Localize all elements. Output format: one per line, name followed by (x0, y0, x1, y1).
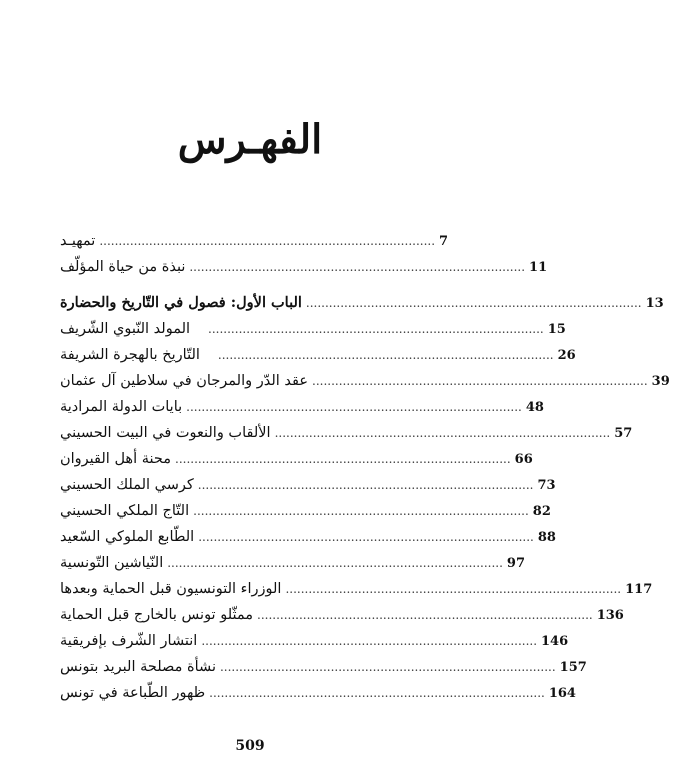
toc-entry-title: نبذة من حياة المؤلّف (60, 259, 186, 275)
toc-entry-page: 73 (537, 478, 556, 493)
toc-entry (60, 578, 653, 600)
toc-entry (60, 230, 465, 252)
toc-entry-page: 117 (625, 582, 653, 597)
toc-entry (60, 448, 533, 470)
toc-entry-title: الوزراء التونسيون قبل الحماية وبعدها (60, 581, 282, 597)
toc-entry (60, 396, 544, 418)
dot-leader: ........................................................................................ (209, 686, 545, 700)
toc-entry-title: ظهور الطّباعة في تونس (60, 685, 206, 701)
dot-leader: ........................................................................................ (186, 400, 522, 414)
toc-entry (60, 370, 670, 392)
dot-leader: ........................................................................................ (189, 260, 526, 274)
toc-entry-title: ممثّلو تونس بالخارج قبل الحماية (60, 607, 254, 623)
dot-leader: ........................................................................................ (257, 608, 593, 622)
page-title: الفهـرس (177, 116, 323, 163)
toc-entry-page: 39 (651, 374, 670, 389)
dot-leader: ........................................................................................ (305, 296, 642, 310)
toc-entry-title: بايات الدولة المرادية (60, 399, 183, 415)
dot-leader: ........................................................................................ (312, 374, 648, 388)
toc-entry (60, 500, 551, 522)
toc-entry-page: 48 (525, 400, 544, 415)
toc-entry-title: الألقاب والنعوت في البيت الحسيني (60, 425, 271, 441)
toc-entry-title: انتشار الشّرف بإفريقية (60, 633, 198, 649)
toc-entry-title: الطّابع الملوكي السّعيد (60, 529, 195, 545)
toc-entry (60, 682, 576, 704)
toc-entry-page: 7 (439, 234, 449, 249)
toc-entry-title: التّاج الملكي الحسيني (60, 503, 190, 519)
dot-leader: ........................................................................................ (208, 322, 544, 336)
dot-leader: ........................................................................................ (217, 348, 554, 362)
toc-entry-title: التّاريخ بالهجرة الشريفة (60, 347, 200, 363)
toc-entry (60, 630, 569, 652)
dot-leader: ........................................................................................ (219, 660, 556, 674)
toc-entry-page: 66 (514, 452, 533, 467)
toc-entry-title: المولد النّبوي الشّريف (60, 321, 191, 337)
toc-chapter-title: الباب الأول: فصول في التّاريخ والحضارة (60, 294, 302, 311)
toc-entry-title: تمهيـد (60, 233, 96, 249)
toc-entry-page: 88 (537, 530, 556, 545)
dot-leader: ........................................................................................ (99, 234, 436, 248)
toc-entry (60, 552, 525, 574)
toc-entry (60, 344, 576, 366)
toc-entry-page: 136 (596, 608, 624, 623)
toc-entry-title: النّياشين التّونسية (60, 555, 164, 571)
toc-entry-page: 15 (547, 322, 566, 337)
toc-entry-page: 13 (645, 296, 664, 311)
dot-leader: ........................................................................................ (198, 530, 534, 544)
dot-leader: ........................................................................................ (274, 426, 611, 440)
toc-entry (60, 318, 566, 340)
toc-entry-page: 157 (559, 660, 587, 675)
toc-entry (60, 256, 548, 278)
toc-entry-page: 97 (506, 556, 525, 571)
toc-entry-page: 146 (541, 634, 569, 649)
toc-entry (60, 526, 556, 548)
dot-leader: ........................................................................................ (201, 634, 538, 648)
toc-entry (60, 604, 624, 626)
toc-entry-page: 164 (548, 686, 576, 701)
dot-leader: ........................................................................................ (197, 478, 534, 492)
toc-entry-title: عقد الدّر والمرجان في سلاطين آل عثمان (60, 373, 308, 389)
toc-entry-title: محنة أهل القيروان (60, 451, 171, 467)
toc-entry-title: كرسي الملك الحسيني (60, 477, 194, 493)
toc-entry-page: 82 (532, 504, 551, 519)
toc-entry (60, 422, 633, 444)
toc-entry-title: نشأة مصلحة البريد بتونس (60, 659, 216, 675)
toc-entry-page: 57 (614, 426, 633, 441)
dot-leader: ........................................................................................ (193, 504, 529, 518)
dot-leader: ........................................................................................ (167, 556, 503, 570)
toc-entry (60, 292, 664, 314)
dot-leader: ........................................................................................ (285, 582, 622, 596)
toc-entry-page: 11 (529, 260, 548, 275)
toc-entry-page: 26 (557, 348, 576, 363)
toc-entry (60, 656, 587, 678)
dot-leader: ........................................................................................ (175, 452, 511, 466)
page-number: 509 (235, 738, 265, 754)
toc-entry (60, 474, 556, 496)
